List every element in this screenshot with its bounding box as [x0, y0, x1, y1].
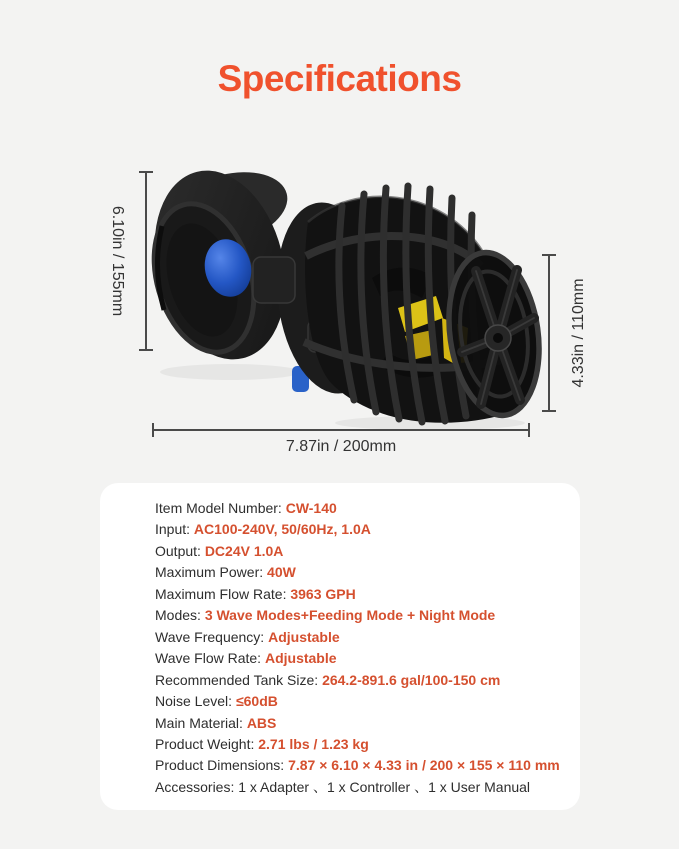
- spec-value: Adjustable: [264, 650, 337, 667]
- page-title: Specifications: [217, 58, 462, 99]
- dimension-label-height-right: 4.33in / 110mm: [570, 278, 587, 388]
- spec-label: Noise Level:: [155, 693, 236, 710]
- spec-row: [155, 605, 580, 626]
- spec-row: [155, 541, 580, 562]
- dimension-line: [145, 172, 147, 350]
- spec-value: DC24V 1.0A: [204, 542, 284, 559]
- spec-label: Wave Frequency:: [155, 628, 269, 645]
- spec-value: 3 Wave Modes+Feeding Mode + Night Mode: [204, 607, 496, 624]
- spec-value: 40W: [267, 564, 296, 581]
- product-image: [150, 160, 550, 440]
- dimension-cap: [139, 349, 153, 351]
- spec-label: Input:: [155, 521, 194, 538]
- spec-label: Main Material:: [155, 714, 247, 731]
- dimension-label-width-bottom: 7.87in / 200mm: [285, 438, 397, 455]
- spec-row: [155, 519, 580, 540]
- spec-row: [155, 713, 580, 734]
- spec-value: CW-140: [285, 500, 337, 516]
- spec-value: AC100-240V, 50/60Hz, 1.0A: [193, 521, 371, 538]
- spec-label: Recommended Tank Size:: [155, 671, 323, 688]
- dimension-line: [548, 255, 550, 412]
- spec-label: Output:: [155, 542, 205, 559]
- spec-value: ≤60dB: [235, 693, 278, 710]
- spec-label: Product Weight:: [155, 735, 259, 752]
- spec-label: Maximum Power:: [155, 564, 268, 581]
- dimension-cap: [152, 423, 154, 437]
- dimension-cap: [542, 410, 556, 412]
- dimension-cap: [139, 171, 153, 173]
- spec-label: Wave Flow Rate:: [155, 650, 265, 667]
- dimension-line: [153, 429, 529, 431]
- spec-label: Modes:: [155, 607, 205, 624]
- spec-label: Maximum Flow Rate:: [155, 585, 291, 602]
- spec-value: 2.71 lbs / 1.23 kg: [258, 735, 369, 752]
- dimension-cap: [528, 423, 530, 437]
- spec-row: [155, 498, 580, 519]
- spec-row: [155, 691, 580, 712]
- spec-value: 264.2-891.6 gal/100-150 cm: [322, 671, 501, 688]
- spec-label: Accessories:: [155, 778, 239, 795]
- spec-label: Product Dimensions:: [155, 757, 289, 774]
- spec-row: [155, 734, 580, 755]
- latch-plate: [253, 257, 295, 303]
- spec-label: Item Model Number:: [155, 500, 286, 516]
- dimension-cap: [542, 254, 556, 256]
- spec-row: [155, 648, 580, 669]
- dimension-label-height-left: 6.10in / 155mm: [109, 205, 126, 317]
- spec-value: 1 x Adapter 、1 x Controller 、1 x User Manual: [238, 778, 531, 795]
- spec-row: [155, 562, 580, 583]
- spec-row: [155, 627, 580, 648]
- spec-row: [155, 755, 580, 776]
- spec-value: ABS: [246, 714, 277, 731]
- spec-row: [155, 777, 580, 798]
- spec-card: [100, 483, 580, 810]
- spec-value: 3963 GPH: [290, 585, 356, 602]
- shadow: [160, 364, 300, 380]
- spec-list: [155, 498, 580, 798]
- spec-value: 7.87 × 6.10 × 4.33 in / 200 × 155 × 110 mm: [288, 757, 560, 774]
- spec-row: [155, 584, 580, 605]
- spec-value: Adjustable: [268, 628, 340, 645]
- spec-row: [155, 670, 580, 691]
